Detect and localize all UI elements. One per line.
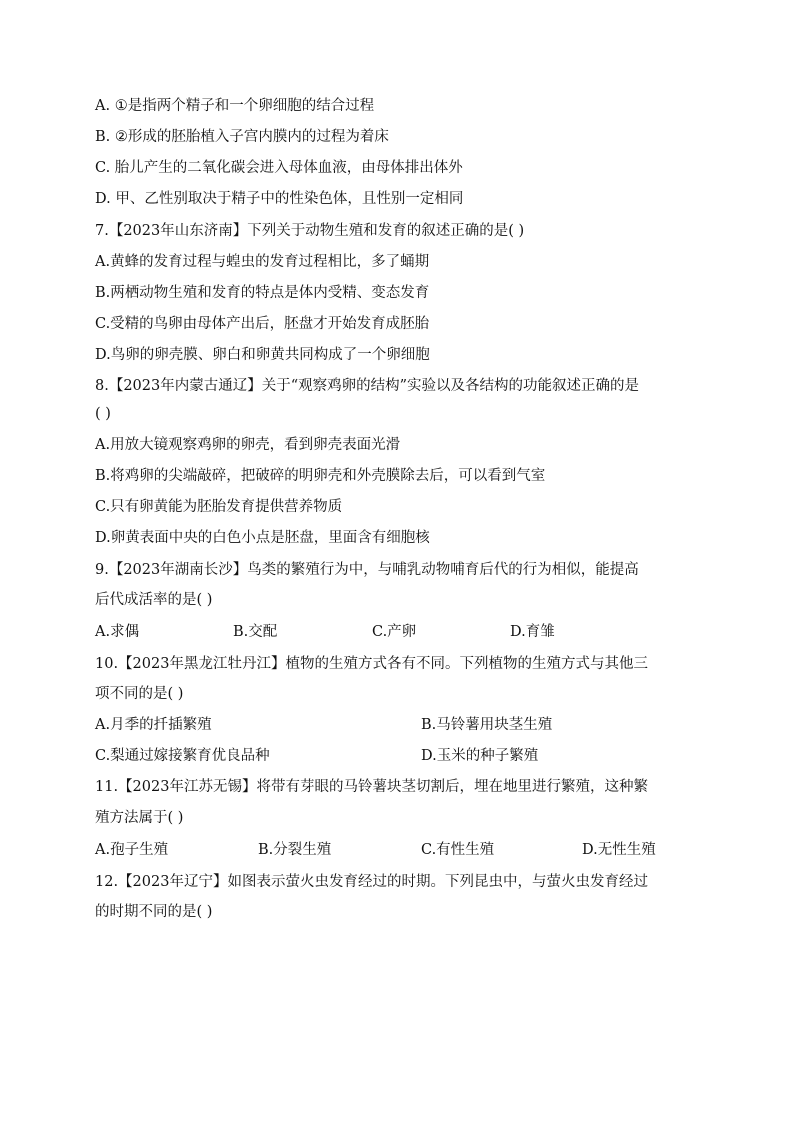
q10-stem-line1: 10.【2023年黑龙江牡丹江】植物的生殖方式各有不同。下列植物的生殖方式与其他三: [95, 656, 648, 672]
q11-option-b: B.分裂生殖: [258, 842, 332, 858]
q11-stem-line2: 殖方法属于( ): [95, 810, 184, 826]
q8-option-c: C.只有卵黄能为胚胎发育提供营养物质: [95, 499, 343, 515]
q6-option-a: A. ①是指两个精子和一个卵细胞的结合过程: [95, 98, 375, 114]
q7-option-d: D.鸟卵的卵壳膜、卵白和卵黄共同构成了一个卵细胞: [95, 347, 430, 363]
q10-option-a: A.月季的扦插繁殖: [95, 717, 212, 733]
q9-option-d: D.育雏: [510, 624, 555, 640]
q7-option-c: C.受精的鸟卵由母体产出后，胚盘才开始发育成胚胎: [95, 316, 430, 332]
q8-option-d: D.卵黄表面中央的白色小点是胚盘，里面含有细胞核: [95, 530, 430, 546]
q11-option-d: D.无性生殖: [582, 842, 656, 858]
q8-option-a: A.用放大镜观察鸡卵的卵壳，看到卵壳表面光滑: [95, 437, 401, 453]
q10-options-row1: [95, 715, 715, 735]
q9-option-a: A.求偶: [95, 624, 140, 640]
q8-stem-line1: 8.【2023年内蒙古通辽】关于“观察鸡卵的结构”实验以及各结构的功能叙述正确的是: [95, 378, 640, 394]
q11-options-row: [95, 840, 715, 860]
q11-option-a: A.孢子生殖: [95, 842, 169, 858]
q10-options-row2: [95, 746, 715, 766]
q8-option-b: B.将鸡卵的尖端敲碎，把破碎的明卵壳和外壳膜除去后，可以看到气室: [95, 468, 546, 484]
q9-option-b: B.交配: [233, 624, 278, 640]
q9-stem-line1: 9.【2023年湖南长沙】鸟类的繁殖行为中，与哺乳动物哺育后代的行为相似，能提高: [95, 562, 639, 578]
q6-option-b: B. ②形成的胚胎植入子宫内膜内的过程为着床: [95, 129, 389, 145]
q7-option-b: B.两栖动物生殖和发育的特点是体内受精、变态发育: [95, 285, 430, 301]
q10-stem-line2: 项不同的是( ): [95, 686, 184, 702]
q6-option-d: D. 甲、乙性别取决于精子中的性染色体，且性别一定相同: [95, 191, 464, 207]
q11-option-c: C.有性生殖: [421, 842, 495, 858]
q9-options-row: [95, 622, 715, 642]
q7-stem: 7.【2023年山东济南】下列关于动物生殖和发育的叙述正确的是( ): [95, 223, 525, 239]
q9-option-c: C.产卵: [372, 624, 417, 640]
q9-stem-line2: 后代成活率的是( ): [95, 592, 213, 608]
q12-stem-line1: 12.【2023年辽宁】如图表示萤火虫发育经过的时期。下列昆虫中，与萤火虫发育经过: [95, 874, 648, 890]
q10-option-b: B.马铃薯用块茎生殖: [421, 717, 553, 733]
q8-stem-line2: ( ): [95, 406, 111, 422]
q7-option-a: A.黄蜂的发育过程与蝗虫的发育过程相比，多了蛹期: [95, 254, 430, 270]
q11-stem-line1: 11.【2023年江苏无锡】将带有芽眼的马铃薯块茎切割后，埋在地里进行繁殖，这种繁: [95, 779, 648, 795]
q12-stem-line2: 的时期不同的是( ): [95, 904, 213, 920]
q10-option-c: C.梨通过嫁接繁育优良品种: [95, 748, 270, 764]
q10-option-d: D.玉米的种子繁殖: [421, 748, 539, 764]
q6-option-c: C. 胎儿产生的二氧化碳会进入母体血液，由母体排出体外: [95, 160, 463, 176]
